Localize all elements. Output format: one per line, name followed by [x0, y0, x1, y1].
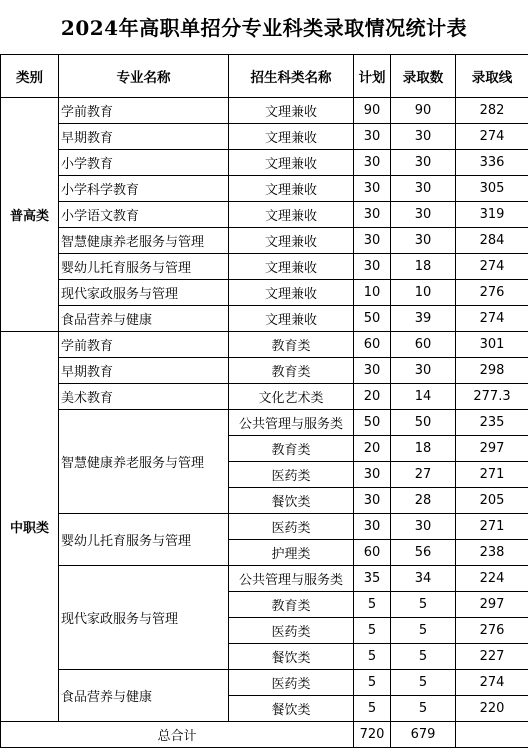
cell-plan: 5 — [354, 696, 391, 722]
cell-admitted: 56 — [391, 540, 456, 566]
cell-admitted: 10 — [391, 280, 456, 306]
cell-major: 小学科学教育 — [59, 176, 229, 202]
total-plan: 720 — [354, 722, 391, 748]
cell-major: 现代家政服务与管理 — [59, 566, 229, 670]
cell-admitted: 34 — [391, 566, 456, 592]
header-row — [1, 55, 528, 98]
cell-admitted: 5 — [391, 670, 456, 696]
table-row — [1, 202, 528, 228]
table-row — [1, 332, 528, 358]
cell-admitted: 30 — [391, 514, 456, 540]
table-row — [1, 514, 528, 540]
cell-line: 284 — [456, 228, 528, 254]
cell-plan: 5 — [354, 618, 391, 644]
cell-major: 美术教育 — [59, 384, 229, 410]
cell-subject: 公共管理与服务类 — [229, 410, 354, 436]
cell-subject: 教育类 — [229, 332, 354, 358]
cell-admitted: 30 — [391, 228, 456, 254]
cell-admitted: 5 — [391, 618, 456, 644]
cell-admitted: 18 — [391, 436, 456, 462]
cell-admitted: 28 — [391, 488, 456, 514]
cell-subject: 文理兼收 — [229, 280, 354, 306]
table-row — [1, 228, 528, 254]
category-vocational: 中职类 — [1, 332, 59, 722]
cell-plan: 5 — [354, 644, 391, 670]
cell-subject: 文理兼收 — [229, 98, 354, 124]
cell-subject: 医药类 — [229, 670, 354, 696]
table-row — [1, 384, 528, 410]
table-row — [1, 124, 528, 150]
cell-line: 274 — [456, 670, 528, 696]
cell-major: 婴幼儿托育服务与管理 — [59, 254, 229, 280]
header-plan: 计划 — [354, 55, 391, 98]
cell-line: 224 — [456, 566, 528, 592]
header-category: 类别 — [1, 55, 59, 98]
cell-line: 298 — [456, 358, 528, 384]
cell-line: 276 — [456, 618, 528, 644]
cell-subject: 餐饮类 — [229, 696, 354, 722]
cell-line: 227 — [456, 644, 528, 670]
table-row — [1, 670, 528, 696]
cell-plan: 30 — [354, 124, 391, 150]
cell-admitted: 30 — [391, 176, 456, 202]
table-row — [1, 98, 528, 124]
cell-subject: 教育类 — [229, 436, 354, 462]
cell-line: 220 — [456, 696, 528, 722]
cell-line: 274 — [456, 124, 528, 150]
cell-line: 297 — [456, 592, 528, 618]
cell-line: 205 — [456, 488, 528, 514]
cell-subject: 护理类 — [229, 540, 354, 566]
cell-plan: 60 — [354, 540, 391, 566]
cell-admitted: 5 — [391, 592, 456, 618]
cell-plan: 90 — [354, 98, 391, 124]
cell-plan: 5 — [354, 670, 391, 696]
cell-subject: 医药类 — [229, 514, 354, 540]
cell-line: 274 — [456, 254, 528, 280]
cell-admitted: 30 — [391, 358, 456, 384]
cell-admitted: 5 — [391, 696, 456, 722]
cell-plan: 30 — [354, 176, 391, 202]
cell-subject: 文理兼收 — [229, 150, 354, 176]
table-row — [1, 280, 528, 306]
header-line: 录取线 — [456, 55, 528, 98]
table-row — [1, 150, 528, 176]
cell-line: 276 — [456, 280, 528, 306]
total-line — [456, 722, 528, 748]
cell-plan: 50 — [354, 306, 391, 332]
cell-admitted: 30 — [391, 124, 456, 150]
cell-line: 271 — [456, 514, 528, 540]
cell-plan: 20 — [354, 384, 391, 410]
cell-admitted: 30 — [391, 202, 456, 228]
cell-subject: 文理兼收 — [229, 124, 354, 150]
table-row — [1, 410, 528, 436]
total-row — [1, 722, 528, 748]
cell-major: 学前教育 — [59, 98, 229, 124]
cell-subject: 教育类 — [229, 592, 354, 618]
cell-line: 305 — [456, 176, 528, 202]
cell-plan: 50 — [354, 410, 391, 436]
cell-admitted: 50 — [391, 410, 456, 436]
cell-admitted: 39 — [391, 306, 456, 332]
cell-subject: 文理兼收 — [229, 228, 354, 254]
table-row — [1, 176, 528, 202]
cell-plan: 30 — [354, 358, 391, 384]
header-major: 专业名称 — [59, 55, 229, 98]
cell-major: 现代家政服务与管理 — [59, 280, 229, 306]
header-subject: 招生科类名称 — [229, 55, 354, 98]
cell-line: 271 — [456, 462, 528, 488]
cell-subject: 文理兼收 — [229, 202, 354, 228]
cell-line: 274 — [456, 306, 528, 332]
cell-line: 319 — [456, 202, 528, 228]
cell-plan: 30 — [354, 254, 391, 280]
cell-line: 282 — [456, 98, 528, 124]
cell-subject: 餐饮类 — [229, 488, 354, 514]
cell-admitted: 90 — [391, 98, 456, 124]
cell-plan: 60 — [354, 332, 391, 358]
cell-plan: 30 — [354, 150, 391, 176]
cell-subject: 文理兼收 — [229, 306, 354, 332]
cell-subject: 医药类 — [229, 462, 354, 488]
header-admitted: 录取数 — [391, 55, 456, 98]
cell-plan: 30 — [354, 488, 391, 514]
cell-admitted: 18 — [391, 254, 456, 280]
cell-plan: 20 — [354, 436, 391, 462]
cell-admitted: 14 — [391, 384, 456, 410]
cell-line: 277.3 — [456, 384, 528, 410]
cell-subject: 教育类 — [229, 358, 354, 384]
cell-major: 小学教育 — [59, 150, 229, 176]
table-row — [1, 358, 528, 384]
admission-table — [0, 54, 528, 748]
cell-plan: 30 — [354, 514, 391, 540]
cell-subject: 餐饮类 — [229, 644, 354, 670]
cell-subject: 文理兼收 — [229, 254, 354, 280]
cell-major: 食品营养与健康 — [59, 670, 229, 722]
cell-line: 336 — [456, 150, 528, 176]
cell-line: 297 — [456, 436, 528, 462]
cell-major: 学前教育 — [59, 332, 229, 358]
cell-plan: 5 — [354, 592, 391, 618]
cell-subject: 文理兼收 — [229, 176, 354, 202]
cell-plan: 10 — [354, 280, 391, 306]
cell-admitted: 5 — [391, 644, 456, 670]
cell-major: 智慧健康养老服务与管理 — [59, 410, 229, 514]
category-general: 普高类 — [1, 98, 59, 332]
cell-line: 301 — [456, 332, 528, 358]
cell-line: 235 — [456, 410, 528, 436]
cell-plan: 35 — [354, 566, 391, 592]
cell-admitted: 30 — [391, 150, 456, 176]
cell-major: 早期教育 — [59, 124, 229, 150]
table-row — [1, 566, 528, 592]
page-title: 2024年高职单招分专业科类录取情况统计表 — [60, 16, 468, 40]
cell-plan: 30 — [354, 202, 391, 228]
cell-plan: 30 — [354, 228, 391, 254]
table-row — [1, 306, 528, 332]
cell-plan: 30 — [354, 462, 391, 488]
cell-major: 早期教育 — [59, 358, 229, 384]
cell-line: 238 — [456, 540, 528, 566]
cell-major: 小学语文教育 — [59, 202, 229, 228]
cell-subject: 文化艺术类 — [229, 384, 354, 410]
cell-admitted: 27 — [391, 462, 456, 488]
cell-admitted: 60 — [391, 332, 456, 358]
cell-subject: 医药类 — [229, 618, 354, 644]
cell-subject: 公共管理与服务类 — [229, 566, 354, 592]
total-label: 总合计 — [1, 722, 354, 748]
cell-major: 婴幼儿托育服务与管理 — [59, 514, 229, 566]
cell-major: 食品营养与健康 — [59, 306, 229, 332]
total-admitted: 679 — [391, 722, 456, 748]
cell-major: 智慧健康养老服务与管理 — [59, 228, 229, 254]
table-row — [1, 254, 528, 280]
